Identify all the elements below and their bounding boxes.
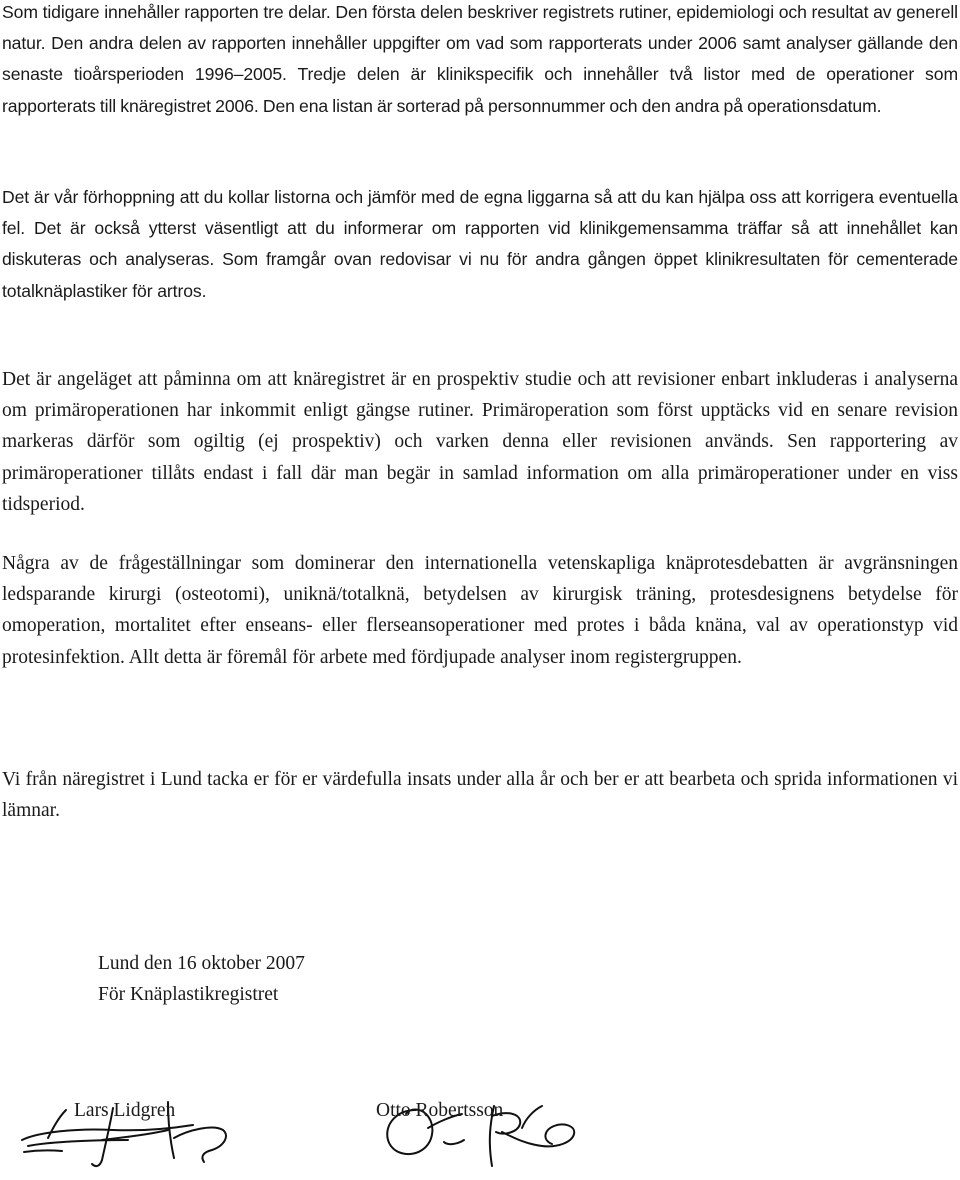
- closing-block: [98, 948, 305, 1010]
- handwritten-signature-icon: [18, 1080, 248, 1180]
- paragraph-thanks: Vi från näregistret i Lund tacka er för er värdefulla insats under alla år och ber er att bearbeta och sprida informationen vi lämnar.: [2, 769, 958, 822]
- signature-name-lars-lidgren: Lars Lidgren: [74, 1100, 176, 1121]
- handwritten-signature-icon: [376, 1080, 596, 1180]
- paragraph-report-parts: Som tidigare innehåller rapporten tre delar. Den första delen beskriver registrets rutiner, epidemiologi och resultat av generell natur. Den andra delen av rapporten innehåller uppgifter om vad som rapporterats under 2006 samt analyser gällande den senaste tioårsperioden 1996–2005. Tredje delen är klinikspecifik och innehåller två listor med de operationer som rapporterats till knäregistret 2006. Den ena listan är sorterad på personnummer och den andra på operationsdatum.: [2, 2, 958, 116]
- paragraph-prospective-study: Det är angeläget att påminna om att knäregistret är en prospektiv studie och att revisioner enbart inkluderas i analyserna om primäroperationen har inkommit enligt gängse rutiner. Primäroperation som först upptäcks vid en senare revision markeras därför som ogiltig (ej prospektiv) och varken denna eller revisionen används. Sen rapportering av primäroperationer tillåts endast i fall där man begär in samlad information om alla primäroperationer under en viss tidsperiod.: [2, 369, 958, 515]
- organization-name: För Knäplastikregistret: [98, 984, 279, 1005]
- signature-name-otto-robertsson: Otto Robertsson: [376, 1100, 504, 1121]
- paragraph-check-lists: Det är vår förhoppning att du kollar listorna och jämför med de egna liggarna så att du kan hjälpa oss att korrigera eventuella fel. Det är också ytterst väsentligt att du informerar om rapporten vid klinikgemensamma träffar så att innehållet kan diskuteras och analyseras. Som framgår ovan redovisar vi nu för andra gången öppet klinikresultaten för cementerade totalknäplastiker för artros.: [2, 187, 958, 301]
- signature-lars-lidgren: [18, 1080, 248, 1180]
- place-date: Lund den 16 oktober 2007: [98, 953, 305, 974]
- signature-otto-robertsson: [376, 1080, 596, 1180]
- paragraph-research-questions: Några av de frågeställningar som dominerar den internationella vetenskapliga knäprotesdebatten är avgränsningen ledsparande kirurgi (osteotomi), uniknä/totalknä, betydelsen av kirurgisk träning, protesdesignens betydelse för omoperation, mortalitet efter enseans- eller flerseansoperationer med protes i båda knäna, val av operationstyp vid protesinfektion. Allt detta är föremål för arbete med fördjupade analyser inom registergruppen.: [2, 553, 958, 668]
